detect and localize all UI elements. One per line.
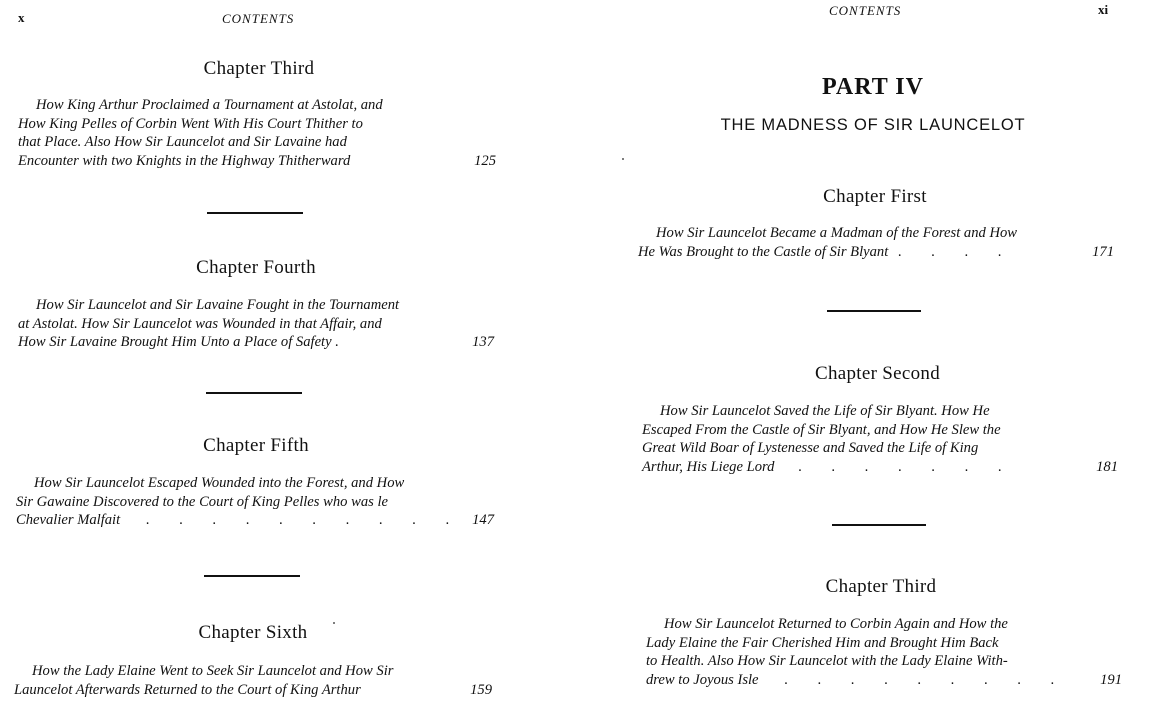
entry-line: at Astolat. How Sir Launcelot was Wounded in that Affair, and — [18, 315, 382, 332]
leader-dots: . . . . . . . . . — [784, 671, 1068, 688]
entry-last-line: Encounter with two Knights in the Highway Thitherward 125 — [18, 152, 496, 169]
chapter-title: Chapter First — [823, 186, 927, 207]
leader-dots: . . . . . . . . . . — [146, 512, 463, 529]
entry-last-line: How Sir Lavaine Brought Him Unto a Place of Safety . 137 — [18, 334, 494, 351]
separator-rule — [206, 392, 302, 394]
chapter-title: Chapter Sixth — [198, 622, 308, 643]
page-number: 191 — [1100, 671, 1122, 688]
entry-line: How Sir Launcelot and Sir Lavaine Fought in the Tournament — [36, 297, 400, 313]
separator-rule — [207, 212, 303, 214]
chapter-title: Chapter Third — [203, 58, 315, 79]
entry-last-line: Chevalier Malfait . . . . . . . . . . 147 — [16, 512, 494, 529]
part-subtitle: THE MADNESS OF SIR LAUNCELOT — [720, 116, 1026, 134]
page-number: 125 — [474, 152, 496, 169]
leader-dots: . . . . . . . — [798, 458, 1015, 475]
toc-entry[interactable] — [16, 474, 494, 530]
page-folio: x — [18, 10, 25, 25]
entry-line: How King Pelles of Corbin Went With His Court Thither to — [18, 115, 363, 132]
chapter-title: Chapter Fifth — [203, 435, 309, 456]
print-speck — [622, 158, 624, 160]
toc-entry[interactable] — [18, 96, 496, 170]
print-speck — [333, 622, 335, 624]
right-page — [600, 0, 1157, 718]
entry-last-line: He Was Brought to the Castle of Sir Blyant . . . . 171 — [638, 243, 1114, 260]
page-folio: xi — [1098, 2, 1109, 17]
chapter-title: Chapter Fourth — [196, 257, 316, 278]
page-number: 137 — [472, 334, 494, 351]
entry-line: Sir Gawaine Discovered to the Court of King Pelles who was le — [16, 493, 388, 510]
entry-line: How Sir Launcelot Returned to Corbin Again and How the — [664, 616, 1008, 632]
entry-last-line: Arthur, His Liege Lord . . . . . . . 181 — [642, 458, 1118, 475]
entry-line: to Health. Also How Sir Launcelot with the Lady Elaine With- — [646, 653, 1008, 670]
entry-line: How Sir Launcelot Saved the Life of Sir Blyant. How He — [660, 403, 990, 419]
page-number: 171 — [1092, 243, 1114, 260]
separator-rule — [832, 524, 926, 526]
entry-line: Great Wild Boar of Lystenesse and Saved the Life of King — [642, 440, 979, 457]
entry-last-line: drew to Joyous Isle . . . . . . . . . 191 — [646, 671, 1122, 688]
entry-last-line: Launcelot Afterwards Returned to the Court of King Arthur 159 — [14, 681, 492, 698]
entry-line: How Sir Launcelot Became a Madman of the Forest and How — [656, 225, 1018, 241]
page-number: 181 — [1096, 458, 1118, 475]
running-head: CONTENTS — [222, 11, 295, 26]
page-number: 147 — [472, 512, 494, 529]
separator-rule — [827, 310, 921, 312]
entry-line: Lady Elaine the Fair Cherished Him and Brought Him Back — [646, 634, 999, 651]
toc-entry[interactable] — [638, 224, 1114, 261]
entry-line: How King Arthur Proclaimed a Tournament at Astolat, and — [36, 97, 383, 113]
toc-entry[interactable] — [18, 296, 494, 352]
entry-line: How Sir Launcelot Escaped Wounded into the Forest, and How — [34, 475, 405, 491]
separator-rule — [204, 575, 300, 577]
toc-entry[interactable] — [646, 615, 1122, 689]
entry-line: Escaped From the Castle of Sir Blyant, and How He Slew the — [642, 421, 1001, 438]
chapter-title: Chapter Second — [814, 363, 941, 384]
toc-entry[interactable] — [642, 402, 1118, 476]
entry-line: that Place. Also How Sir Launcelot and Sir Lavaine had — [18, 134, 347, 151]
entry-line: How the Lady Elaine Went to Seek Sir Launcelot and How Sir — [32, 663, 394, 679]
part-title: PART IV — [822, 74, 924, 100]
running-head: CONTENTS — [829, 3, 902, 18]
chapter-title: Chapter Third — [825, 576, 937, 597]
left-page — [0, 0, 560, 718]
toc-entry[interactable] — [14, 662, 492, 699]
leader-dots: . . . . — [898, 243, 1015, 260]
page-number: 159 — [470, 681, 492, 698]
